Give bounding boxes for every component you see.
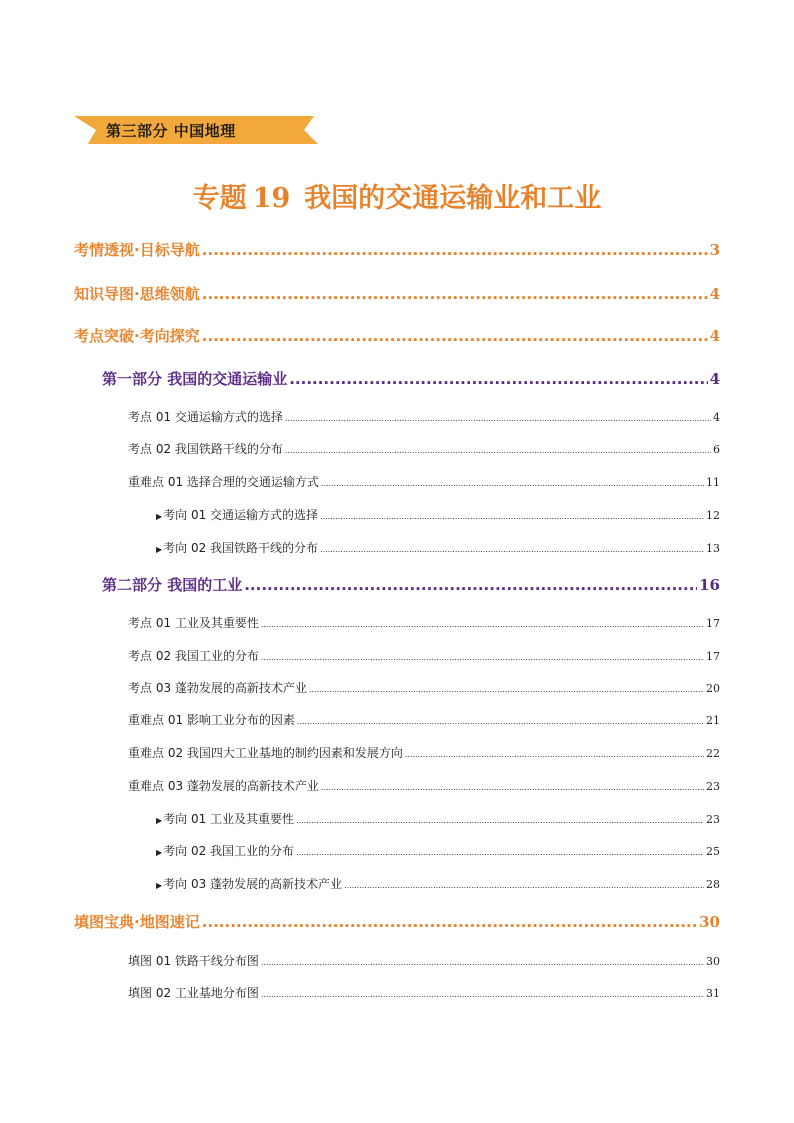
toc-entry-label: 考向 01 交通运输方式的选择	[163, 508, 319, 522]
leader-dots	[289, 370, 707, 388]
toc-entry-page: 23	[706, 780, 720, 793]
leader-dots	[320, 545, 704, 554]
toc-entry-label: 考点突破·考向探究	[74, 327, 200, 345]
toc-entry-page: 25	[706, 845, 720, 858]
toc-entry-page: 31	[706, 987, 720, 1000]
leader-dots	[344, 881, 704, 890]
toc-entry-label: 知识导图·思维领航	[74, 285, 200, 303]
toc-entry-page: 4	[709, 285, 720, 303]
toc-entry-page: 12	[706, 509, 720, 522]
toc-entry-page: 13	[706, 542, 720, 555]
leader-dots	[261, 653, 704, 662]
toc-entry[interactable]	[128, 679, 720, 696]
toc-entry[interactable]	[74, 239, 720, 260]
toc-entry[interactable]	[102, 368, 720, 389]
toc-entry-label: 填图宝典·地图速记	[74, 913, 200, 931]
toc-entry[interactable]	[128, 647, 720, 664]
right-triangle-icon: ▶	[156, 848, 163, 857]
page-title	[0, 176, 794, 215]
toc-entry-label: 考情透视·目标导航	[74, 241, 200, 259]
toc-entry[interactable]	[74, 911, 720, 932]
toc-entry-label: 重难点 02 我国四大工业基地的制约因素和发展方向	[128, 746, 403, 760]
toc-entry[interactable]	[128, 777, 720, 794]
toc-entry-page: 4	[709, 370, 720, 388]
toc-entry-label: 考点 01 工业及其重要性	[128, 616, 259, 630]
leader-dots	[321, 479, 704, 488]
title-text: 我国的交通运输业和工业	[304, 183, 602, 214]
toc-entry-page: 30	[699, 913, 720, 931]
toc-entry-label: 重难点 03 蓬勃发展的高新技术产业	[128, 779, 319, 793]
toc-entry[interactable]	[128, 984, 720, 1001]
toc-entry-label: 考向 02 我国工业的分布	[163, 844, 295, 858]
toc-entry[interactable]	[128, 440, 720, 457]
toc-entry-label: 填图 01 铁路干线分布图	[128, 954, 259, 968]
toc-entry-page: 17	[706, 650, 720, 663]
toc-entry[interactable]	[156, 875, 720, 892]
toc-entry-label: 考点 03 蓬勃发展的高新技术产业	[128, 681, 307, 695]
leader-dots	[296, 848, 704, 857]
leader-dots	[261, 620, 704, 629]
toc-entry-label: 重难点 01 选择合理的交通运输方式	[128, 475, 319, 489]
toc-entry-page: 4	[713, 411, 720, 424]
banner-text: 第三部分 中国地理	[106, 122, 236, 140]
toc-entry[interactable]	[128, 952, 720, 969]
toc-entry[interactable]	[128, 744, 720, 761]
toc-entry-page: 17	[706, 617, 720, 630]
toc-entry[interactable]	[156, 506, 720, 523]
right-triangle-icon: ▶	[156, 545, 163, 554]
leader-dots	[285, 414, 711, 423]
toc-entry-label: 第二部分 我国的工业	[102, 576, 243, 594]
toc-entry[interactable]	[102, 574, 720, 595]
toc-entry[interactable]	[128, 711, 720, 728]
title-number: 19	[252, 183, 291, 214]
toc-entry[interactable]	[74, 283, 720, 304]
leader-dots	[296, 816, 704, 825]
leader-dots	[202, 913, 697, 931]
toc-entry-label: 重难点 01 影响工业分布的因素	[128, 713, 295, 727]
leader-dots	[285, 446, 711, 455]
toc-entry[interactable]	[128, 408, 720, 425]
toc-entry-label: 考向 01 工业及其重要性	[163, 812, 295, 826]
toc-entry-label: 考点 02 我国铁路干线的分布	[128, 442, 283, 456]
toc-entry-label: 第一部分 我国的交通运输业	[102, 370, 288, 388]
toc-entry-page: 28	[706, 878, 720, 891]
toc-entry-page: 30	[706, 955, 720, 968]
toc-entry[interactable]	[74, 325, 720, 346]
leader-dots	[244, 576, 697, 594]
toc-entry-page: 6	[713, 443, 720, 456]
leader-dots	[261, 958, 704, 967]
toc-entry-page: 21	[706, 714, 720, 727]
toc-entry-label: 考向 02 我国铁路干线的分布	[163, 541, 319, 555]
toc-entry-page: 23	[706, 813, 720, 826]
leader-dots	[405, 750, 704, 759]
leader-dots	[202, 285, 708, 303]
leader-dots	[320, 512, 704, 521]
toc-entry-page: 22	[706, 747, 720, 760]
right-triangle-icon: ▶	[156, 881, 163, 890]
toc-entry-label: 考向 03 蓬勃发展的高新技术产业	[163, 877, 343, 891]
leader-dots	[321, 783, 704, 792]
toc-entry-page: 16	[699, 576, 720, 594]
toc-entry[interactable]	[156, 842, 720, 859]
toc-entry-page: 20	[706, 682, 720, 695]
toc-entry[interactable]	[156, 810, 720, 827]
toc-entry-page: 3	[709, 241, 720, 259]
right-triangle-icon: ▶	[156, 816, 163, 825]
toc-entry-page: 11	[706, 476, 720, 489]
toc-entry[interactable]	[128, 614, 720, 631]
title-prefix: 专题	[192, 183, 247, 214]
toc-entry-label: 考点 02 我国工业的分布	[128, 649, 259, 663]
toc-entry[interactable]	[128, 473, 720, 490]
leader-dots	[309, 685, 704, 694]
right-triangle-icon: ▶	[156, 512, 163, 521]
section-banner	[74, 113, 322, 147]
leader-dots	[297, 717, 704, 726]
leader-dots	[202, 241, 708, 259]
toc-entry-label: 考点 01 交通运输方式的选择	[128, 410, 283, 424]
toc-entry-label: 填图 02 工业基地分布图	[128, 986, 259, 1000]
toc-entry-page: 4	[709, 327, 720, 345]
leader-dots	[202, 327, 708, 345]
leader-dots	[261, 990, 704, 999]
toc-entry[interactable]	[156, 539, 720, 556]
